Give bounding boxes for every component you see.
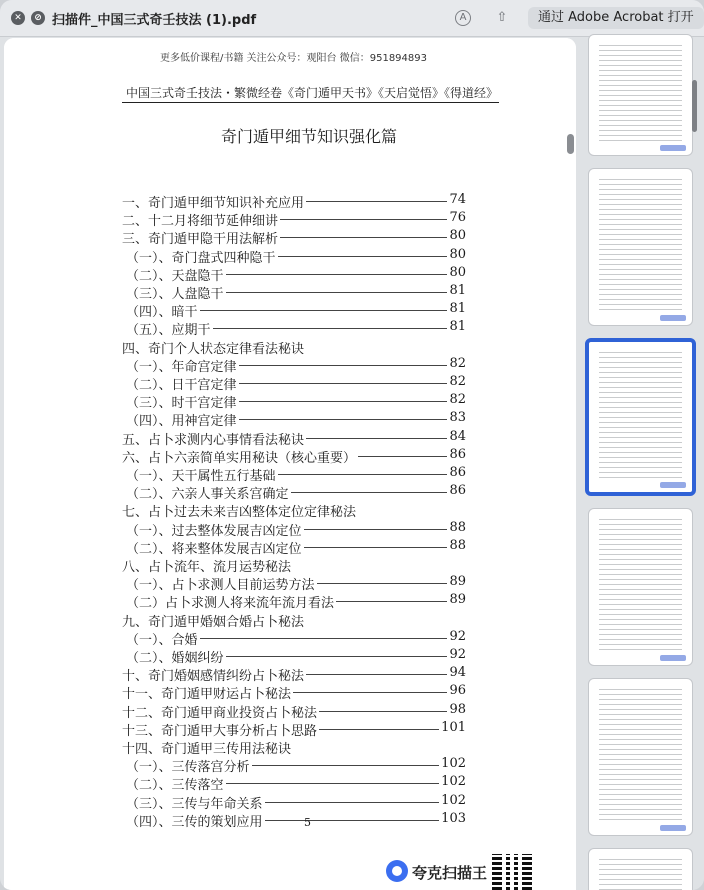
toc-label: （三）、人盘隐干 (126, 287, 224, 302)
document-scrollbar[interactable] (567, 134, 574, 154)
toc-page-number: 94 (449, 665, 466, 681)
toc-page-number: 80 (449, 246, 466, 262)
toc-entry (4, 265, 576, 283)
toc-entry (4, 592, 576, 610)
toc-label: 十四、奇门遁甲三传用法秘诀 (122, 742, 292, 757)
toc-leader-line (226, 274, 447, 275)
toc-entry (4, 392, 576, 410)
toc-leader-line (358, 456, 447, 457)
toc-page-number: 81 (449, 301, 466, 317)
toc-page-number: 89 (449, 592, 466, 608)
toc-page-number: 92 (449, 647, 466, 662)
toc-label: （四）、三传的策划应用 (126, 814, 263, 830)
toc-label: （一）、天干属性五行基础 (126, 469, 276, 484)
watermark-text: 夸克扫描王 (412, 864, 488, 882)
toc-leader-line (306, 438, 447, 439)
toc-page-number: 92 (449, 628, 466, 644)
toc-entry (4, 356, 576, 374)
toc-page-number: 88 (449, 537, 466, 553)
thumbnail-sidebar (578, 38, 704, 890)
toc-label: 十、奇门婚姻感情纠纷占卜秘法 (122, 669, 305, 685)
toc-label: （一）、占卜求测人目前运势方法 (126, 578, 315, 594)
toc-label: （四）、暗干 (126, 305, 198, 321)
document-view[interactable] (4, 38, 576, 890)
toc-page-number: 102 (441, 756, 466, 772)
toc-label: （一）、年命宫定律 (126, 359, 237, 375)
scanner-logo-icon (386, 860, 408, 882)
toc-leader-line (304, 529, 447, 530)
toc-leader-line (304, 547, 447, 548)
toc-label: （二）占卜求测人将来流年流月看法 (126, 596, 335, 612)
toc-entry (4, 319, 576, 337)
toc-label: 四、奇门个人状态定律看法秘诀 (122, 341, 305, 357)
toc-entry (4, 192, 576, 210)
toc-entry (4, 283, 576, 301)
toc-page-number: 84 (449, 428, 466, 444)
toc-entry (4, 247, 576, 265)
pdf-page (4, 38, 576, 890)
toc-leader-line (226, 292, 447, 293)
toc-label: 三、奇门遁甲隐干用法解析 (122, 232, 279, 248)
page-title: 奇门遁甲细节知识强化篇 (221, 127, 398, 146)
toc-page-number: 80 (449, 228, 466, 244)
toc-label: 六、占卜六亲简单实用秘诀（核心重要） (122, 450, 357, 466)
toc-entry (4, 483, 576, 501)
toc-label: （二）、日干宫定律 (126, 378, 237, 393)
toc-page-number: 86 (449, 446, 466, 462)
toc-leader-line (200, 638, 447, 639)
toc-entry (4, 374, 576, 392)
toc-leader-line (265, 820, 439, 821)
toc-leader-line (239, 383, 447, 384)
toc-leader-line (291, 492, 447, 493)
page-thumbnail[interactable] (588, 848, 693, 890)
toc-entry (4, 611, 576, 629)
toc-label: （二）、三传落空 (126, 778, 224, 794)
toc-page-number: 80 (449, 264, 466, 280)
page-thumbnail-selected[interactable] (585, 338, 696, 496)
toc-entry (4, 520, 576, 538)
toc-page-number: 74 (449, 192, 466, 207)
toc-label: （二）、婚姻纠纷 (126, 651, 224, 666)
toc-page-number: 82 (449, 392, 466, 408)
toc-entry (4, 647, 576, 665)
header-rule (122, 102, 499, 103)
toc-page-number: 81 (449, 283, 466, 298)
toc-leader-line (319, 729, 439, 730)
toc-entry (4, 465, 576, 483)
toc-entry (4, 629, 576, 647)
toc-label: （一）、三传落宫分析 (126, 760, 250, 776)
toc-leader-line (226, 656, 447, 657)
toc-entry (4, 301, 576, 319)
share-icon[interactable]: ⇧ (496, 10, 508, 25)
minimize-icon[interactable]: ⊘ (31, 11, 45, 25)
toc-leader-line (293, 692, 447, 693)
toc-leader-line (213, 328, 447, 329)
toc-leader-line (239, 365, 447, 366)
toc-page-number: 102 (441, 774, 466, 790)
toc-entry (4, 574, 576, 592)
page-number: 5 (304, 816, 311, 829)
toc-label: （五）、应期干 (126, 323, 211, 339)
toc-entry (4, 793, 576, 811)
title-bar (0, 0, 704, 37)
toc-label: 十二、奇门遁甲商业投资占卜秘法 (122, 705, 318, 721)
toc-label: 七、占卜过去未来吉凶整体定位定律秘法 (122, 505, 357, 521)
toc-entry (4, 683, 576, 701)
toc-page-number: 76 (449, 210, 466, 226)
toc-label: 二、十二月将细节延伸细讲 (122, 214, 279, 230)
toc-entry (4, 210, 576, 228)
toc-entry (4, 538, 576, 556)
toc-page-number: 89 (449, 574, 466, 590)
toc-page-number: 103 (441, 810, 466, 826)
toc-entry (4, 338, 576, 356)
toc-entry (4, 556, 576, 574)
toc-leader-line (306, 674, 447, 675)
toc-page-number: 88 (449, 519, 466, 535)
toc-label: （二）、天盘隐干 (126, 268, 224, 284)
toc-page-number: 82 (449, 374, 466, 389)
toc-label: （三）、时干宫定律 (126, 396, 237, 412)
toc-leader-line (200, 310, 447, 311)
toc-label: （四）、用神宫定律 (126, 414, 237, 430)
toc-page-number: 83 (449, 410, 466, 426)
toc-label: 十三、奇门遁甲大事分析占卜思路 (122, 723, 318, 739)
toc-leader-line (265, 802, 439, 803)
toc-page-number: 101 (441, 719, 466, 735)
toc-leader-line (239, 419, 447, 420)
toc-entry (4, 811, 576, 829)
toc-leader-line (336, 601, 447, 602)
qr-code-icon (492, 854, 532, 890)
page-thumbnail[interactable] (588, 168, 693, 326)
toc-label: （三）、三传与年命关系 (126, 796, 263, 812)
toc-leader-line (226, 783, 439, 784)
toc-leader-line (280, 237, 447, 238)
toc-leader-line (306, 201, 447, 202)
header-note: 更多低价课程/书籍 关注公众号：观阳台 微信：951894893 (160, 53, 427, 64)
toc-label: （一）、奇门盘式四种隐干 (126, 250, 276, 266)
toc-page-number: 82 (449, 355, 466, 371)
toc-leader-line (278, 256, 447, 257)
toc-page-number: 86 (449, 465, 466, 480)
toc-leader-line (319, 711, 447, 712)
close-icon[interactable]: ✕ (11, 11, 25, 25)
toc-label: （二）、将来整体发展吉凶定位 (126, 541, 302, 557)
toc-label: 一、奇门遁甲细节知识补充应用 (122, 196, 305, 211)
toc-page-number: 98 (449, 701, 466, 717)
open-in-acrobat-button[interactable]: 通过 Adobe Acrobat 打开 (528, 7, 704, 29)
toc-entry (4, 501, 576, 519)
sidebar-scrollbar[interactable] (692, 80, 697, 132)
toc-label: 十一、奇门遁甲财运占卜秘法 (122, 687, 292, 703)
toc-label: （一）、合婚 (126, 632, 198, 648)
toc-page-number: 81 (449, 319, 466, 335)
toc-page-number: 86 (449, 483, 466, 499)
toc-leader-line (252, 765, 439, 766)
toc-label: （二）、六亲人事关系宫确定 (126, 487, 289, 503)
toc-entry (4, 720, 576, 738)
toc-entry (4, 665, 576, 683)
toc-entry (4, 702, 576, 720)
toc-entry (4, 738, 576, 756)
toc-leader-line (280, 219, 447, 220)
page-thumbnail[interactable] (588, 678, 693, 836)
toc-label: 五、占卜求测内心事情看法秘诀 (122, 432, 305, 448)
markup-icon[interactable]: A (455, 10, 471, 26)
toc-page-number: 102 (441, 792, 466, 808)
toc-page-number: 96 (449, 683, 466, 699)
toc-label: 八、占卜流年、流月运势秘法 (122, 560, 292, 575)
toc-leader-line (239, 401, 447, 402)
book-header: 中国三式奇壬技法・繁微经卷《奇门遁甲天书》《天启觉悟》《得道经》 (126, 86, 499, 100)
toc-entry (4, 756, 576, 774)
page-thumbnail[interactable] (588, 34, 693, 156)
scanner-watermark (382, 854, 538, 890)
toc-entry (4, 228, 576, 246)
toc-label: （一）、过去整体发展吉凶定位 (126, 523, 302, 539)
toc-entry (4, 774, 576, 792)
toc-leader-line (317, 583, 447, 584)
toc-entry (4, 447, 576, 465)
toc-leader-line (278, 474, 447, 475)
toc-entry (4, 410, 576, 428)
toc-entry (4, 429, 576, 447)
page-thumbnail[interactable] (588, 508, 693, 666)
document-title: 扫描件_中国三式奇壬技法 (1).pdf (52, 13, 257, 28)
toc-label: 九、奇门遁甲婚姻合婚占卜秘法 (122, 614, 305, 630)
